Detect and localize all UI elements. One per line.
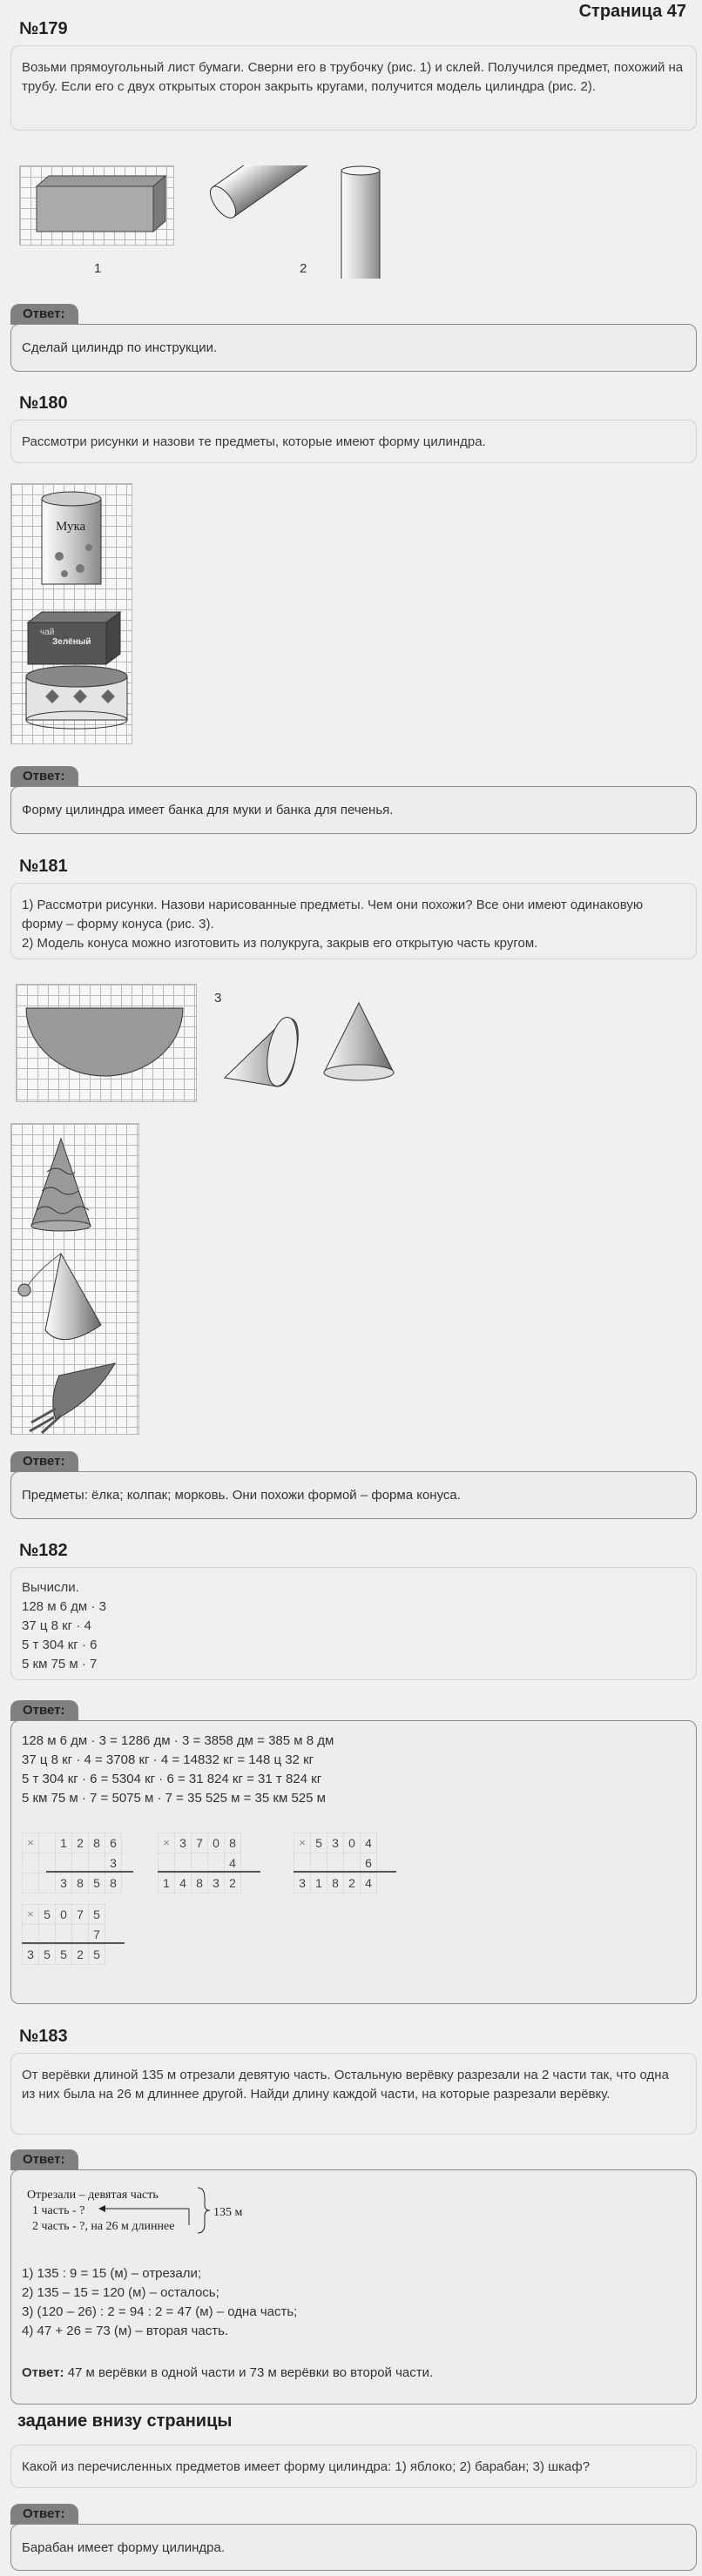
solution-step: 3) (120 – 26) : 2 = 94 : 2 = 47 (м) – одна часть; <box>22 2304 298 2319</box>
task-181-answer: Предметы: ёлка; колпак; морковь. Они похожи формой – форма конуса. <box>10 1471 697 1519</box>
solution-step: 1) 135 : 9 = 15 (м) – отрезали; <box>22 2266 202 2281</box>
answer-tab: Ответ: <box>10 2504 78 2525</box>
final-answer <box>22 2364 433 2383</box>
task-179-number: №179 <box>19 19 68 38</box>
task-179-text: Возьми прямоугольный лист бумаги. Сверни его в трубочку (рис. 1) и склей. Получился предмет, похожий на трубу. Если его с двух открытых сторон закрыть кругами, получится модель цилиндра (рис. 2). <box>10 45 697 131</box>
task-182-answer <box>10 1720 697 2004</box>
task-183-number: №183 <box>19 2027 68 2046</box>
answer-tab: Ответ: <box>10 2149 78 2170</box>
task-179-figure <box>19 165 402 279</box>
task-182-text <box>10 1567 697 1680</box>
column-multiplication-3: × 5 3 0 4 6 3 1 8 2 4 <box>294 1833 377 1893</box>
answer-tab: Ответ: <box>10 766 78 787</box>
column-line <box>46 1871 133 1873</box>
answer-line: 5 км 75 м · 7 = 5075 м · 7 = 35 525 м = 35 км 525 м <box>22 1791 326 1806</box>
column-multiplication-1: × 1 2 8 6 3 3 8 5 8 <box>22 1833 122 1893</box>
bottom-task-answer: Барабан имеет форму цилиндра. <box>10 2524 697 2571</box>
task-180-answer: Форму цилиндра имеет банка для муки и банка для печенья. <box>10 786 697 834</box>
task-182-title: Вычисли. <box>22 1580 79 1595</box>
task-182-number: №182 <box>19 1541 68 1560</box>
page-number: Страница 47 <box>578 2 686 21</box>
figure-2-label: 2 <box>300 261 307 276</box>
task-180-text: Рассмотри рисунки и назови те предметы, которые имеют форму цилиндра. <box>10 420 697 463</box>
answer-line: 128 м 6 дм · 3 = 1286 дм · 3 = 3858 дм = 385 м 8 дм <box>22 1733 334 1748</box>
tea-label: Зелёный <box>52 637 91 647</box>
task-179-answer: Сделай цилиндр по инструкции. <box>10 324 697 372</box>
final-answer-text: 47 м верёвки в одной части и 73 м верёвки во второй части. <box>67 2365 434 2380</box>
answer-line: 5 т 304 кг · 6 = 5304 кг · 6 = 31 824 кг = 31 т 824 кг <box>22 1772 322 1786</box>
column-multiplication-2: × 3 7 0 8 4 1 4 8 3 2 <box>158 1833 241 1893</box>
task-182-item: 128 м 6 дм · 3 <box>22 1599 106 1614</box>
solution-step: 2) 135 – 15 = 120 (м) – осталось; <box>22 2285 219 2300</box>
scheme-total: 135 м <box>213 2206 243 2219</box>
scheme-line-1: Отрезали – девятая часть <box>27 2189 159 2202</box>
solution-step: 4) 47 + 26 = 73 (м) – вторая часть. <box>22 2324 229 2338</box>
task-181-text-1: 1) Рассмотри рисунки. Назови нарисованные предметы. Чем они похожи? Все они имеют одинаковую форму – форму конуса (рис. 3). <box>22 898 644 932</box>
short-scheme <box>17 2186 278 2238</box>
column-line <box>158 1871 260 1873</box>
figure-1-label: 1 <box>94 261 102 276</box>
task-183-answer <box>10 2169 697 2404</box>
column-multiplication-4: × 5 0 7 5 7 3 5 5 2 5 <box>22 1904 105 1965</box>
solution-steps <box>22 2264 297 2341</box>
tree-cap-carrot-illustration <box>10 1123 141 1436</box>
task-181-text <box>10 883 697 959</box>
answer-tab: Ответ: <box>10 1451 78 1472</box>
task-180-figure <box>10 483 137 744</box>
figure-3-label: 3 <box>214 991 222 1006</box>
scheme-line-3: 2 часть - ?, на 26 м длиннее <box>32 2220 175 2233</box>
task-181-figure-top <box>16 984 408 1097</box>
answer-tab: Ответ: <box>10 1700 78 1721</box>
final-answer-label: Ответ: <box>22 2365 64 2380</box>
column-line <box>294 1871 396 1873</box>
answer-tab: Ответ: <box>10 304 78 325</box>
scheme-line-2: 1 часть - ? <box>32 2204 85 2217</box>
task-181-number: №181 <box>19 857 68 876</box>
task-180-number: №180 <box>19 393 68 413</box>
task-183-text: От верёвки длиной 135 м отрезали девятую часть. Остальную верёвку разрезали на 2 части так, что одна из них была на 26 м длиннее другой. Найди длину каждой части, на которые разрезали верёвку. <box>10 2053 697 2135</box>
can-label: Мука <box>56 520 86 534</box>
task-181-figure-objects <box>10 1123 141 1436</box>
bottom-task-text: Какой из перечисленных предметов имеет форму цилиндра: 1) яблоко; 2) барабан; 3) шкаф? <box>10 2445 697 2488</box>
bottom-task-heading: задание внизу страницы <box>17 2411 233 2431</box>
task-181-text-2: 2) Модель конуса можно изготовить из полукруга, закрыв его открытую часть кругом. <box>22 936 538 951</box>
paper-and-cylinder-illustration <box>19 165 402 279</box>
task-182-item: 5 т 304 кг · 6 <box>22 1638 98 1652</box>
answer-line: 37 ц 8 кг · 4 = 3708 кг · 4 = 14832 кг = 148 ц 32 кг <box>22 1752 314 1767</box>
column-line <box>22 1942 125 1944</box>
task-182-item: 5 км 75 м · 7 <box>22 1657 98 1671</box>
tea-small-label: чай <box>40 628 55 637</box>
task-182-item: 37 ц 8 кг · 4 <box>22 1618 91 1633</box>
